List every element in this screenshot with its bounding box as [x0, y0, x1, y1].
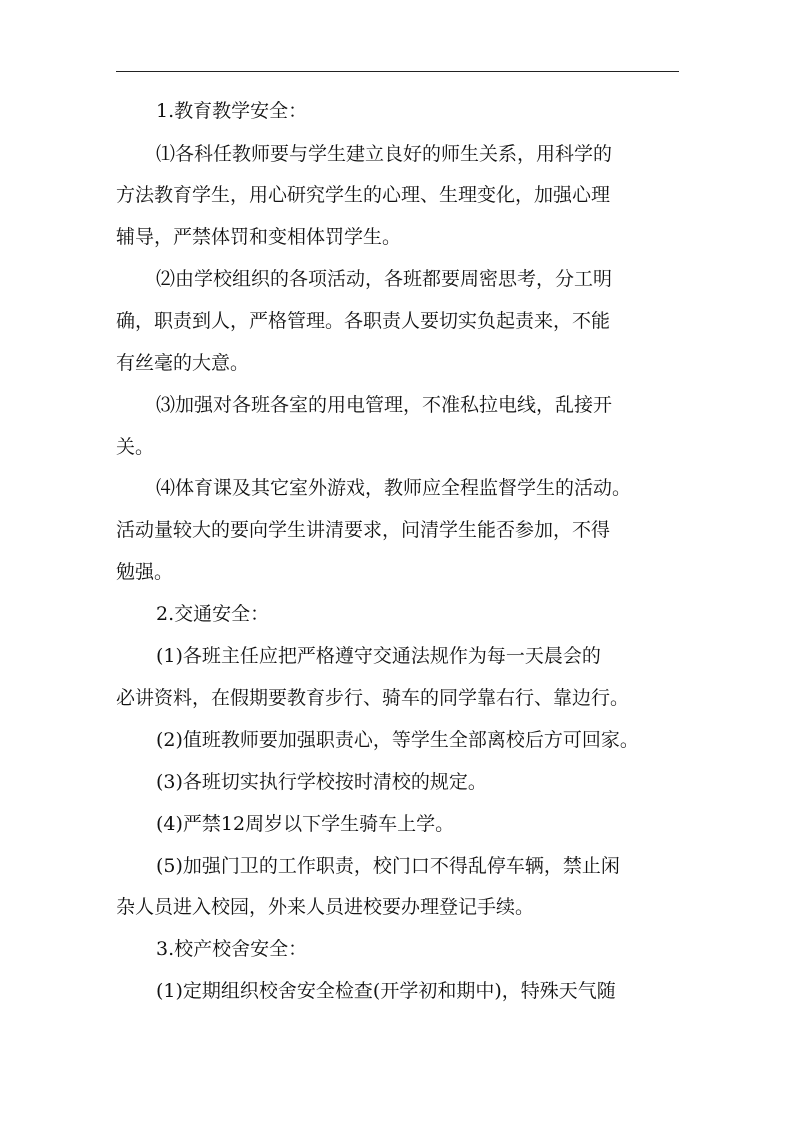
paragraph-line: (3)各班切实执行学校按时清校的规定。 [156, 771, 487, 793]
paragraph-line: 勉强。 [116, 561, 174, 583]
paragraph-line: ⑵由学校组织的各项活动，各班都要周密思考，分工明 [156, 268, 613, 290]
paragraph-line: 关。 [116, 436, 155, 458]
section-heading-teaching-safety: 1.教育教学安全： [156, 100, 308, 122]
paragraph-line: (4)严禁12周岁以下学生骑车上学。 [156, 813, 455, 835]
paragraph-line: (1)定期组织校舍安全检查(开学初和期中)，特殊天气随 [156, 980, 616, 1002]
paragraph-line: 活动量较大的要向学生讲清要求，问清学生能否参加，不得 [116, 519, 611, 541]
paragraph-line: 有丝毫的大意。 [116, 352, 250, 374]
section-heading-property-safety: 3.校产校舍安全： [156, 938, 308, 960]
paragraph-line: (2)值班教师要加强职责心，等学生全部离校后方可回家。 [156, 729, 639, 751]
paragraph-line: 确，职责到人，严格管理。各职责人要切实负起责来，不能 [116, 310, 611, 332]
paragraph-line: 辅导，严禁体罚和变相体罚学生。 [116, 226, 402, 248]
paragraph-line: ⑶加强对各班各室的用电管理，不准私拉电线，乱接开 [156, 394, 613, 416]
paragraph-line: (1)各班主任应把严格遵守交通法规作为每一天晨会的 [156, 645, 601, 667]
section-heading-traffic-safety: 2.交通安全： [156, 603, 270, 625]
header-rule [116, 71, 679, 72]
paragraph-line: ⑷体育课及其它室外游戏，教师应全程监督学生的活动。 [156, 477, 632, 499]
paragraph-line: (5)加强门卫的工作职责，校门口不得乱停车辆，禁止闲 [156, 855, 620, 877]
paragraph-line: 方法教育学生，用心研究学生的心理、生理变化，加强心理 [116, 184, 611, 206]
paragraph-line: ⑴各科任教师要与学生建立良好的师生关系，用科学的 [156, 143, 613, 165]
paragraph-line: 必讲资料，在假期要教育步行、骑车的同学靠右行、靠边行。 [116, 687, 630, 709]
paragraph-line: 杂人员进入校园，外来人员进校要办理登记手续。 [116, 896, 535, 918]
